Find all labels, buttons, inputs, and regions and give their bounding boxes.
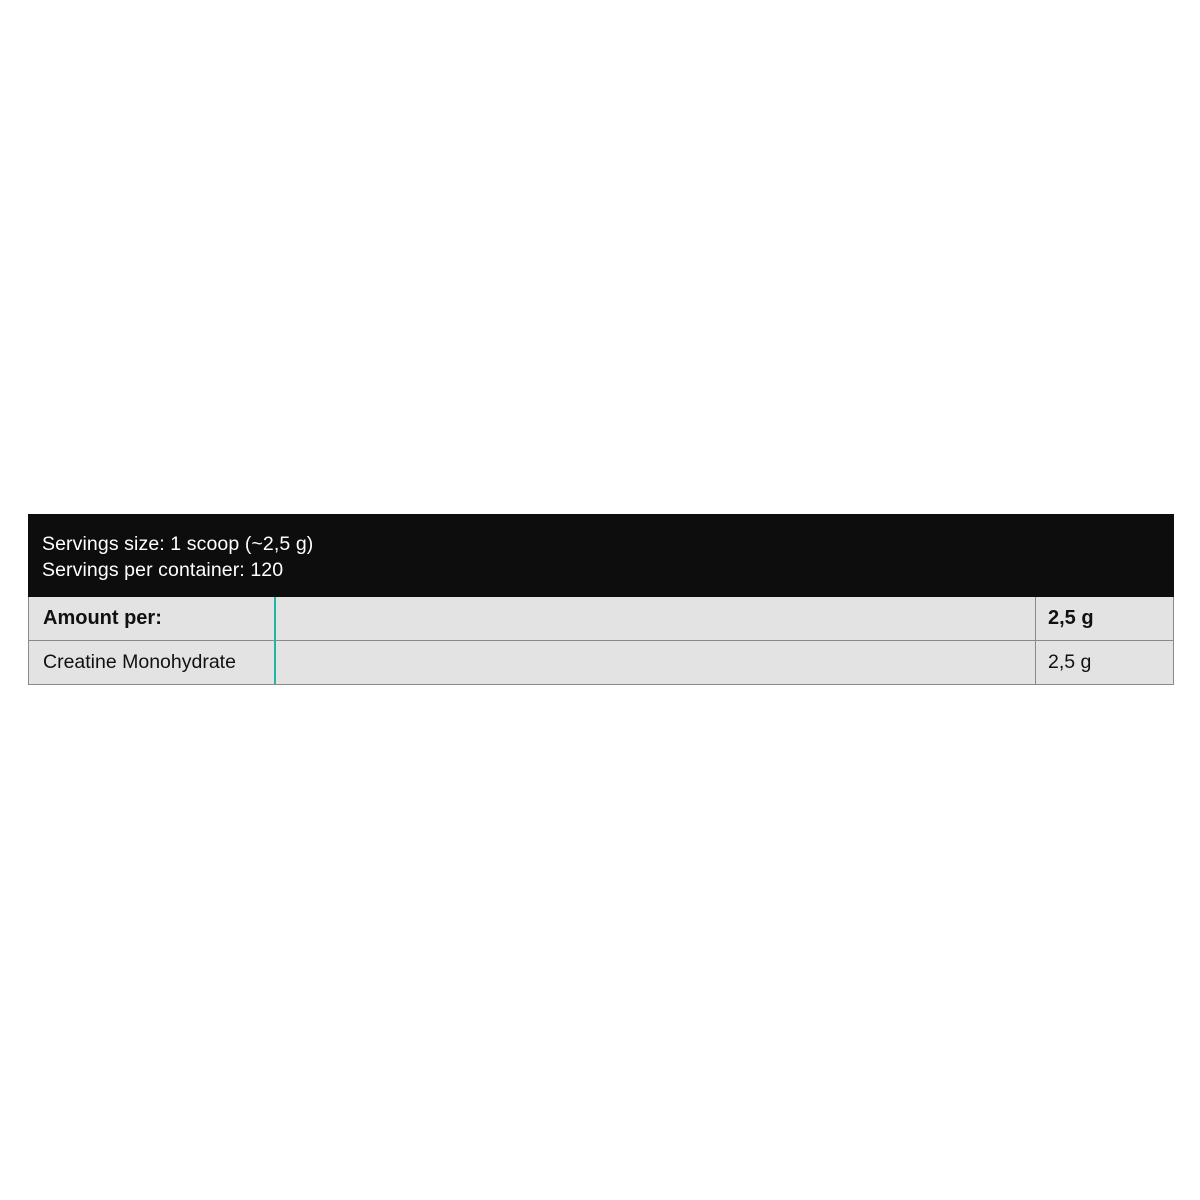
table-row [29,641,1173,684]
amount-per-label: Amount per: [43,607,162,629]
amount-per-value: 2,5 g [1035,597,1173,640]
teal-vertical-divider [274,597,276,684]
header-spacer-cell [275,597,1035,640]
servings-header-block [28,514,1174,597]
row-spacer-cell [275,641,1035,684]
nutrition-facts-panel [28,514,1174,685]
servings-per-container-text: Servings per container: 120 [42,559,284,581]
serving-size-text: Servings size: 1 scoop (~2,5 g) [42,533,314,555]
table-header-row [29,597,1173,641]
ingredient-amount: 2,5 g [1035,641,1173,684]
nutrition-table [28,597,1174,685]
ingredient-name: Creatine Monohydrate [43,651,236,673]
